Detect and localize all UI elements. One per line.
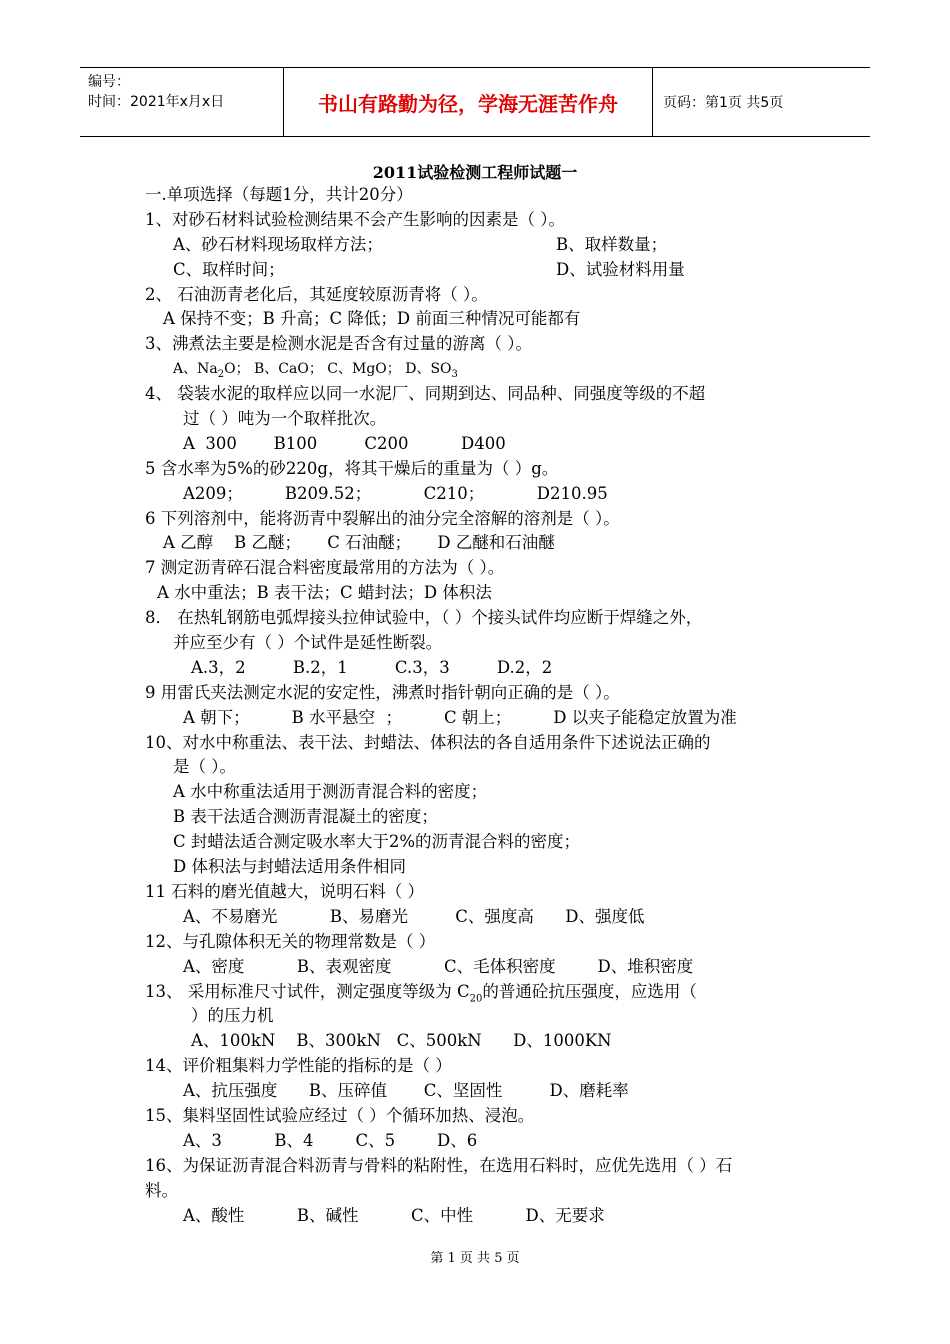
document-number-label: 编号： [88, 74, 130, 90]
question-text-part: 的普通砼抗压强度，应选用（ [482, 981, 697, 1001]
question-text: 12、与孔隙体积无关的物理常数是（ ） [145, 931, 436, 951]
question-text: 9 用雷氏夹法测定水泥的安定性，沸煮时指针朝向正确的是（ ）。 [145, 682, 620, 702]
question-text: 3、沸煮法主要是检测水泥是否含有过量的游离（ ）。 [145, 334, 532, 354]
question-options: A209； B209.52； C210； D210.95 [183, 483, 608, 503]
question-text [145, 980, 825, 1005]
question-text: 4、 袋装水泥的取样应以同一水泥厂、同期到达、同品种、同强度等级的不超 [145, 384, 706, 404]
question-options: A 朝下； B 水平悬空 ； C 朝上； D 以夹子能稳定放置为准 [183, 707, 737, 727]
option-b: B 表干法适合测沥青混凝土的密度； [173, 807, 438, 827]
question-text-cont: 并应至少有（ ）个试件是延性断裂。 [173, 633, 443, 653]
document-time-label: 时间：2021年x月x日 [88, 94, 225, 110]
question-text: 10、对水中称重法、表干法、封蜡法、体积法的各自适用条件下述说法正确的 [145, 732, 711, 752]
header-motto: 书山有路勤为径，学海无涯苦作舟 [283, 68, 653, 136]
option-a: A 水中称重法适用于测沥青混合料的密度； [173, 782, 488, 802]
question-text: 7 测定沥青碎石混合料密度最常用的方法为（ ）。 [145, 558, 505, 578]
subscript: 20 [469, 992, 483, 1004]
question-text-cont: 是（ ）。 [173, 757, 236, 777]
option-text: A、Na [173, 361, 218, 378]
option-d: D 体积法与封蜡法适用条件相同 [173, 857, 406, 877]
option-b: B、取样数量； [556, 234, 668, 254]
question-text: 1、对砂石材料试验检测结果不会产生影响的因素是（ ）。 [145, 209, 565, 229]
page-header [80, 67, 870, 137]
question-list [145, 183, 825, 1228]
question-options: A、100kN B、300kN C、500kN D、1000KN [191, 1031, 612, 1051]
question-options: A 300 B100 C200 D400 [183, 433, 506, 453]
page-footer: 第 1 页 共 5 页 [430, 1251, 520, 1266]
question-text: 15、集料坚固性试验应经过（ ）个循环加热、浸泡。 [145, 1105, 535, 1125]
question-text: 2、 石油沥青老化后，其延度较原沥青将（ ）。 [145, 284, 488, 304]
question-text-cont: 料。 [145, 1180, 178, 1200]
question-options: A 保持不变；B 升高；C 降低；D 前面三种情况可能都有 [163, 309, 581, 329]
subscript: 2 [217, 369, 225, 381]
question-options [145, 357, 825, 382]
question-options: A、酸性 B、碱性 C、中性 D、无要求 [183, 1205, 605, 1225]
question-options: A 乙醇 B 乙醚； C 石油醚； D 乙醚和石油醚 [163, 533, 555, 553]
question-options: A、密度 B、表观密度 C、毛体积密度 D、堆积密度 [183, 956, 694, 976]
header-page-info: 页码：第1页 共5页 [663, 95, 784, 111]
question-text: 16、为保证沥青混合料沥青与骨料的粘附性，在选用石料时，应优先选用（ ）石 [145, 1155, 733, 1175]
subscript: 3 [451, 369, 458, 381]
option-d: D、试验材料用量 [556, 259, 685, 279]
question-text-part: 13、 采用标准尺寸试件，测定强度等级为 C [145, 981, 470, 1001]
question-text: 14、评价粗集料力学性能的指标的是（ ） [145, 1056, 452, 1076]
question-options: A、抗压强度 B、压碎值 C、坚固性 D、磨耗率 [183, 1081, 629, 1101]
question-text-cont: ）的压力机 [191, 1006, 274, 1026]
question-text: 6 下列溶剂中，能将沥青中裂解出的油分完全溶解的溶剂是（ ）。 [145, 508, 620, 528]
question-options: A.3，2 B.2，1 C.3，3 D.2，2 [191, 657, 553, 677]
option-c: C、取样时间； [173, 259, 285, 279]
question-text: 11 石料的磨光值越大，说明石料（ ） [145, 881, 424, 901]
header-meta [80, 68, 283, 136]
option-c: C 封蜡法适合测定吸水率大于2%的沥青混合料的密度； [173, 832, 581, 852]
section-heading: 一.单项选择（每题1分，共计20分） [145, 185, 413, 204]
question-options: A、3 B、4 C、5 D、6 [183, 1130, 478, 1150]
option-text: O； B、CaO； C、MgO； D、SO [224, 361, 452, 378]
question-text: 5 含水率为5%的砂220g，将其干燥后的重量为（ ）g。 [145, 458, 559, 478]
option-a: A、砂石材料现场取样方法； [173, 234, 383, 254]
question-options [145, 258, 825, 283]
question-text-cont: 过（ ）吨为一个取样批次。 [183, 409, 387, 429]
question-text: 8． 在热轧钢筋电弧焊接头拉伸试验中，（ ）个接头试件均应断于焊缝之外， [145, 608, 703, 628]
document-title: 2011试验检测工程师试题一 [372, 163, 578, 182]
question-options [145, 233, 825, 258]
question-options: A、不易磨光 B、易磨光 C、强度高 D、强度低 [183, 906, 645, 926]
question-options: A 水中重法；B 表干法；C 蜡封法；D 体积法 [157, 583, 492, 603]
